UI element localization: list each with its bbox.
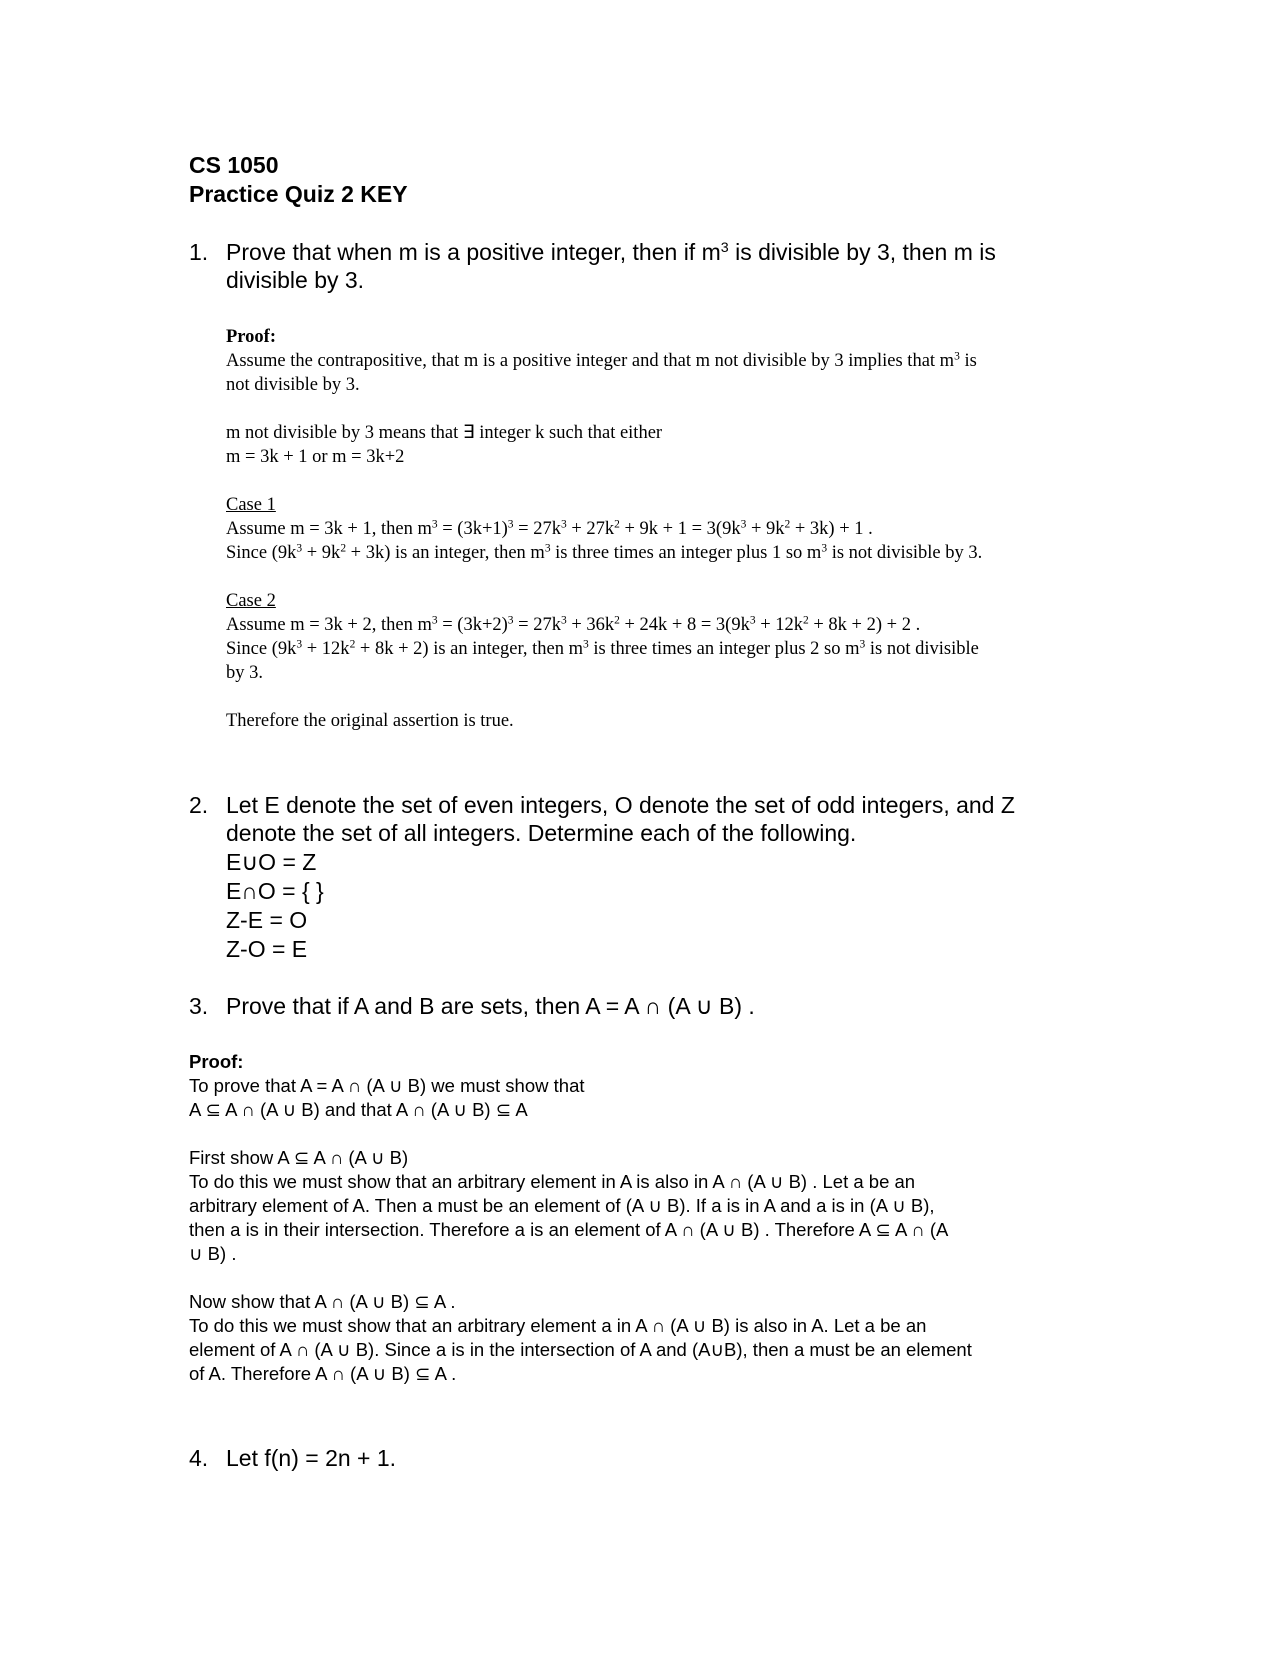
q3-proof-line: A ⊆ A ∩ (A ∪ B) and that A ∩ (A ∪ B) ⊆ A <box>189 1099 528 1120</box>
q3-proof-line: ∪ B) . <box>189 1243 237 1264</box>
q1-proof-label: Proof: <box>226 327 276 347</box>
q3-prompt: Prove that if A and B are sets, then A = A ∩ (A ∪ B) . <box>226 993 755 1019</box>
q1-case2-label: Case 2 <box>226 591 276 611</box>
q1-prompt-line2: divisible by 3. <box>226 267 365 293</box>
q1-number: 1. <box>189 239 209 265</box>
q3-proof-line: then a is in their intersection. Therefore a is an element of A ∩ (A ∪ B) . Therefore A ⊆ A ∩ (A <box>189 1219 949 1240</box>
q1-proof-line: m not divisible by 3 means that ∃ integer k such that either <box>226 423 663 443</box>
q2-number: 2. <box>189 792 209 818</box>
q1-case2-line: Since $(9k^3 + 12k^2 + 8k + 2)$ is an integer, then $m^3$ is three times an integer plus 2 so $m^3$ is not divisible <box>226 638 979 659</box>
q1-proof-line: m = 3k + 1 or m = 3k+2 <box>226 447 405 467</box>
q3-proof-line: First show A ⊆ A ∩ (A ∪ B) <box>189 1147 409 1168</box>
q1-conclusion: Therefore the original assertion is true. <box>226 711 514 731</box>
q2-prompt-line2: denote the set of all integers. Determine each of the following. <box>226 820 857 846</box>
q3-proof-line: arbitrary element of A. Then a must be an element of (A ∪ B). If a is in A and a is in (A ∪ B), <box>189 1195 935 1216</box>
q3-proof-line: To do this we must show that an arbitrary element a in A ∩ (A ∪ B) is also in A. Let a be an <box>189 1315 927 1336</box>
q3-number: 3. <box>189 993 209 1019</box>
q1-case1-line: Assume m = 3k + 1, then $m^3 = (3k+1)^3 = 27k^3 + 27k^2 + 9k + 1 = 3(9k^3 + 9k^2 + 3k) + 1$ . <box>226 518 873 539</box>
q3-proof-line: element of A ∩ (A ∪ B). Since a is in the intersection of A and (A∪B), then a must be an element <box>189 1339 972 1360</box>
q2-answer-z-minus-e: Z-E = O <box>226 907 308 933</box>
q1-case2-line: by 3. <box>226 663 263 683</box>
document-title: Practice Quiz 2 KEY <box>189 181 408 207</box>
q1-case1-label: Case 1 <box>226 495 276 515</box>
q3-proof-line: of A. Therefore A ∩ (A ∪ B) ⊆ A . <box>189 1363 457 1384</box>
course-code: CS 1050 <box>189 152 279 178</box>
q1-prompt-line1: Prove that when m is a positive integer, then if $m^3$ is divisible by 3, then m is <box>226 239 996 265</box>
q1-case1-line: Since $(9k^3 + 9k^2 + 3k)$ is an integer, then $m^3$ is three times an integer plus 1 so $m^3$ is not divisible by 3. <box>226 542 983 563</box>
q1-proof-line: not divisible by 3. <box>226 375 360 395</box>
q4-prompt: Let f(n) = 2n + 1. <box>226 1445 397 1471</box>
q2-prompt-line1: Let E denote the set of even integers, O denote the set of odd integers, and Z <box>226 792 1015 818</box>
q2-answer-union: E∪O = Z <box>226 849 317 875</box>
q1-case2-line: Assume m = 3k + 2, then $m^3 = (3k+2)^3 = 27k^3 + 36k^2 + 24k + 8 = 3(9k^3 + 12k^2 + 8k + 2) + 2$ . <box>226 614 921 635</box>
q3-proof-line: Now show that A ∩ (A ∪ B) ⊆ A . <box>189 1291 456 1312</box>
q2-answer-intersection: E∩O = { } <box>226 878 324 904</box>
q2-answer-z-minus-o: Z-O = E <box>226 936 308 962</box>
q1-proof-line: Assume the contrapositive, that m is a positive integer and that m not divisible by 3 implies that $m^3$ is <box>226 350 977 371</box>
q3-proof-line: To prove that A = A ∩ (A ∪ B) we must show that <box>189 1075 585 1096</box>
q3-proof-line: To do this we must show that an arbitrary element in A is also in A ∩ (A ∪ B) . Let a be an <box>189 1171 916 1192</box>
q4-number: 4. <box>189 1445 209 1471</box>
q3-proof-label: Proof: <box>189 1051 244 1072</box>
